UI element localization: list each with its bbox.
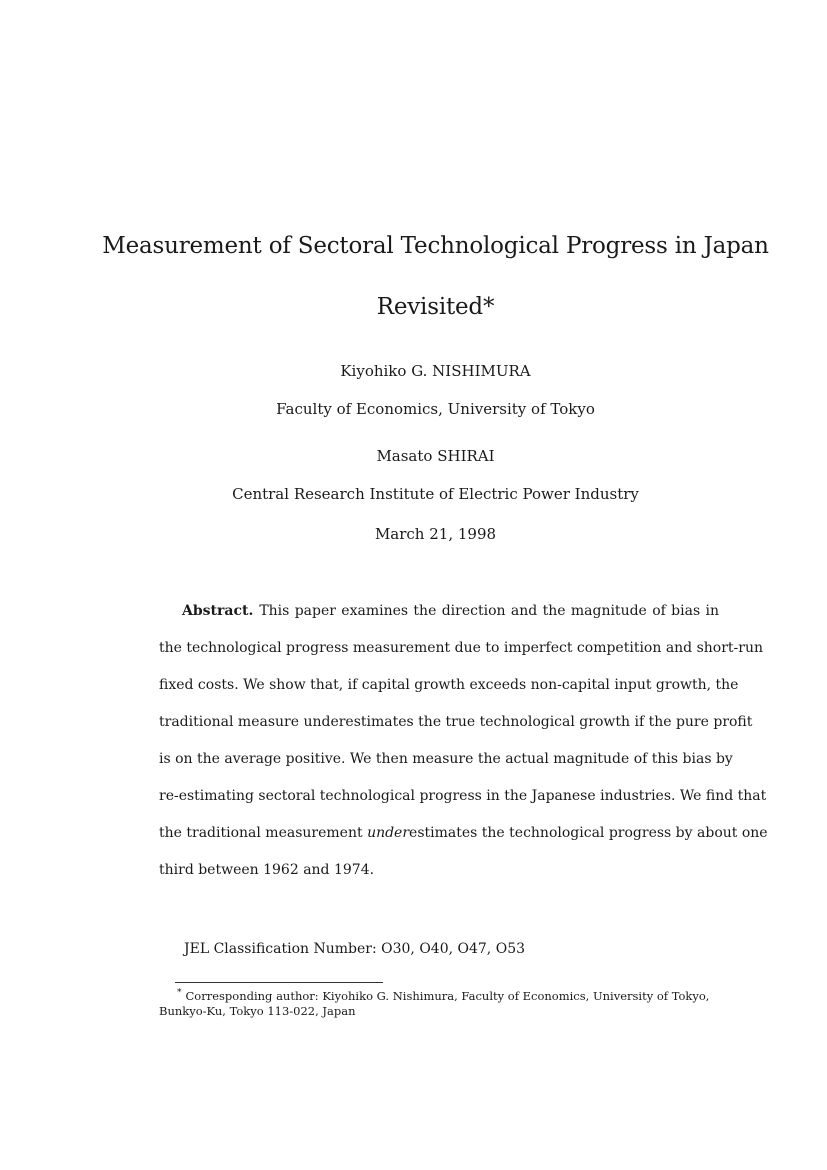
abstract-text: estimates the technological progress by about one — [409, 825, 768, 841]
author-affiliation: Central Research Institute of Electric Power Industry — [232, 485, 639, 503]
footnote-continued: Bunkyo-Ku, Tokyo 113-022, Japan — [159, 1004, 356, 1018]
paper-title-continued: Revisited* — [376, 294, 495, 320]
abstract-line — [159, 825, 768, 841]
abstract-line: the technological progress measurement due to imperfect competition and short-run — [159, 640, 764, 656]
paper-title: Measurement of Sectoral Technological Progress in Japan — [102, 233, 769, 259]
author-affiliation: Faculty of Economics, University of Tokyo — [276, 400, 595, 418]
author-name: Kiyohiko G. NISHIMURA — [340, 362, 531, 380]
abstract-line: traditional measure underestimates the true technological growth if the pure profit — [159, 714, 753, 730]
abstract-heading: Abstract. — [182, 603, 254, 619]
abstract-text: This paper examines the direction and the magnitude of bias in — [259, 603, 719, 619]
footnote-divider — [175, 982, 383, 983]
abstract-line: third between 1962 and 1974. — [159, 862, 375, 878]
abstract-text: the traditional measurement — [159, 825, 363, 841]
paper-date: March 21, 1998 — [374, 525, 497, 543]
author-name: Masato SHIRAI — [376, 447, 495, 465]
footnote-text: Corresponding author: Kiyohiko G. Nishimura, Faculty of Economics, University of Tokyo, — [185, 988, 710, 1003]
abstract-emphasis: under — [367, 825, 410, 841]
footnote — [177, 988, 739, 1003]
abstract-line: fixed costs. We show that, if capital growth exceeds non-capital input growth, the — [159, 677, 739, 693]
abstract-line: is on the average positive. We then measure the actual magnitude of this bias by — [159, 751, 733, 767]
jel-classification: JEL Classification Number: O30, O40, O47, O53 — [184, 941, 526, 957]
abstract-line — [182, 603, 719, 619]
abstract-line: re-estimating sectoral technological progress in the Japanese industries. We find that — [159, 788, 767, 804]
footnote-mark: * — [177, 988, 182, 998]
